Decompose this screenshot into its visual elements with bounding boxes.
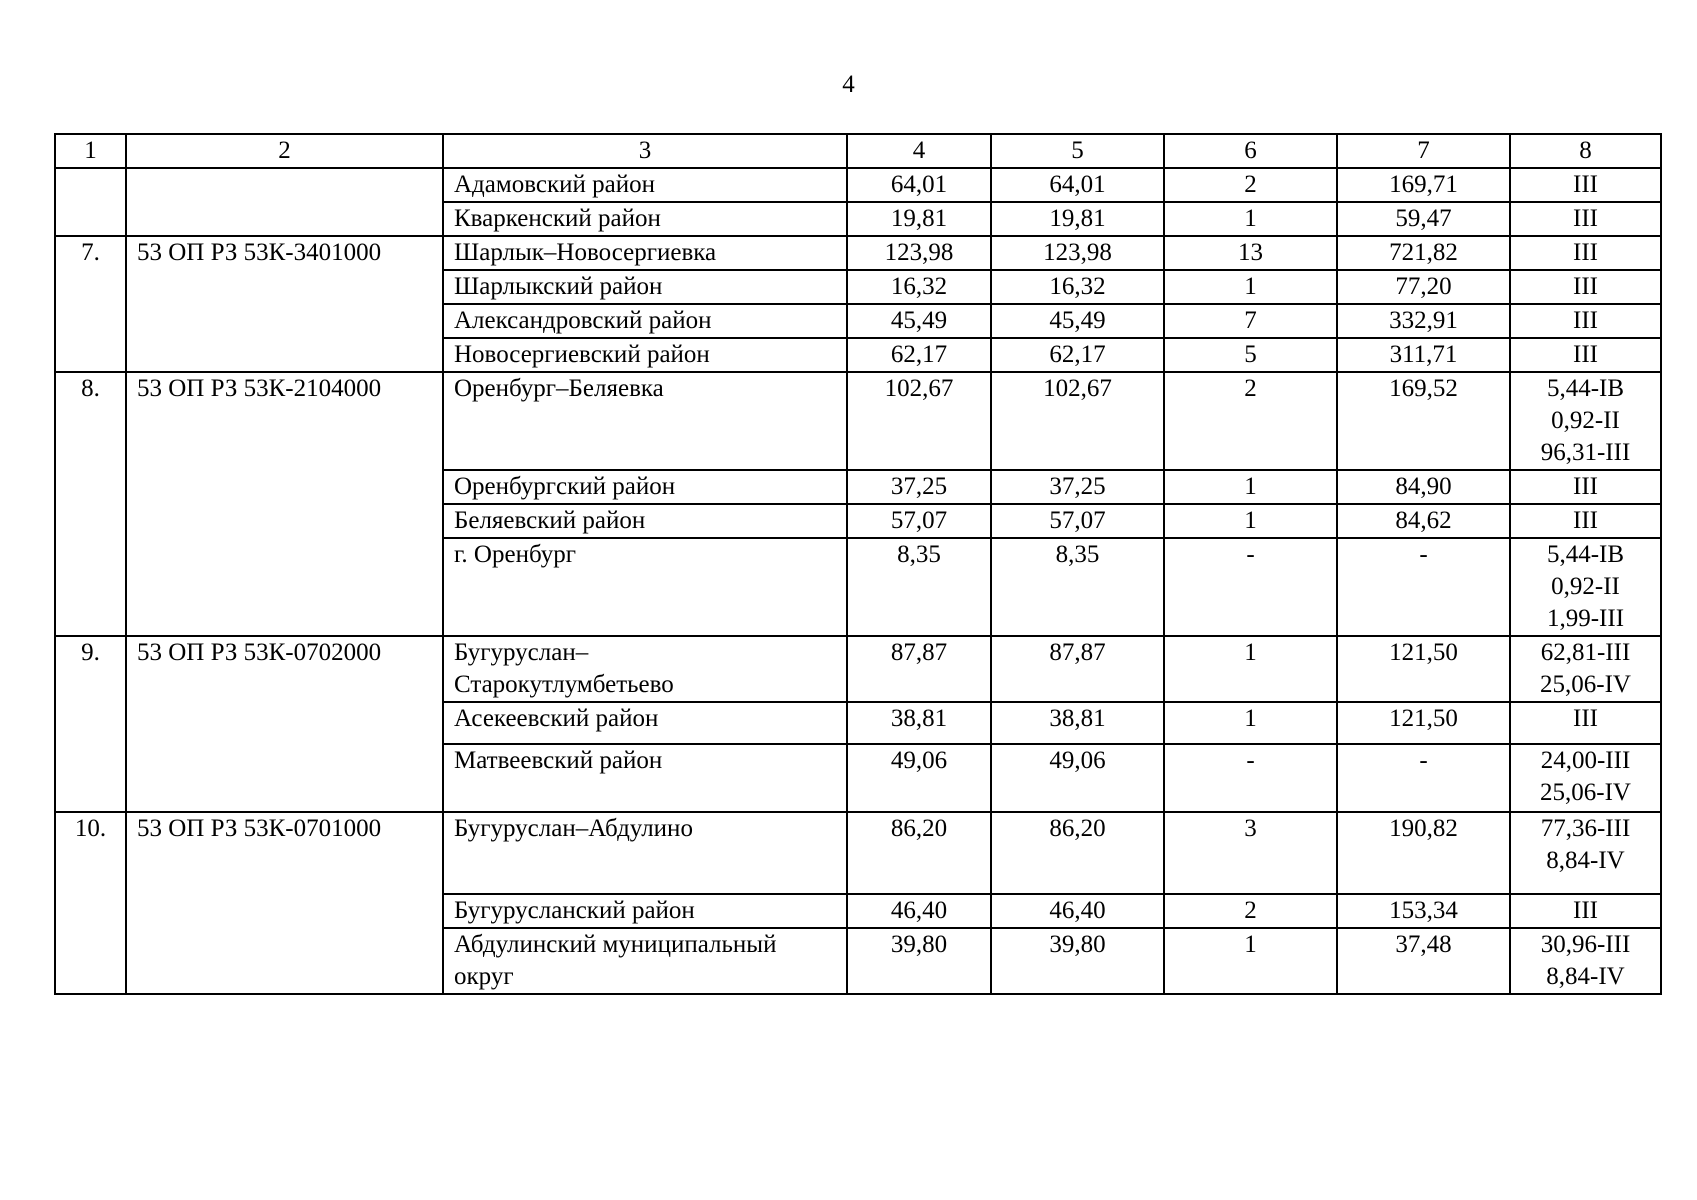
value-cell-5: 49,06: [991, 744, 1164, 812]
value-cell-7: 190,82: [1337, 812, 1510, 894]
value-cell-6: 5: [1164, 338, 1337, 372]
value-cell-5: 86,20: [991, 812, 1164, 894]
section-name-cell: Абдулинский муниципальный округ: [443, 928, 847, 994]
value-cell-4: 49,06: [847, 744, 991, 812]
section-name-cell: Асекеевский район: [443, 702, 847, 744]
table-row: [55, 372, 1661, 470]
category-cell: III: [1510, 236, 1661, 270]
value-cell-4: 64,01: [847, 168, 991, 202]
category-cell: III: [1510, 470, 1661, 504]
value-cell-4: 8,35: [847, 538, 991, 636]
value-cell-4: 37,25: [847, 470, 991, 504]
row-number-cell: 8.: [55, 372, 126, 636]
section-name-cell: г. Оренбург: [443, 538, 847, 636]
road-code-cell: 53 ОП РЗ 53К-2104000: [126, 372, 443, 636]
value-cell-5: 57,07: [991, 504, 1164, 538]
category-cell: 62,81-III 25,06-IV: [1510, 636, 1661, 702]
section-name-cell: Кваркенский район: [443, 202, 847, 236]
value-cell-6: -: [1164, 744, 1337, 812]
value-cell-6: 1: [1164, 470, 1337, 504]
header-cell: 5: [991, 134, 1164, 168]
value-cell-7: 37,48: [1337, 928, 1510, 994]
section-name-cell: Бугуруслан–Абдулино: [443, 812, 847, 894]
category-cell: III: [1510, 894, 1661, 928]
value-cell-6: 2: [1164, 372, 1337, 470]
value-cell-5: 123,98: [991, 236, 1164, 270]
header-cell: 3: [443, 134, 847, 168]
value-cell-5: 39,80: [991, 928, 1164, 994]
value-cell-4: 62,17: [847, 338, 991, 372]
road-code-cell: [126, 168, 443, 236]
value-cell-6: 7: [1164, 304, 1337, 338]
value-cell-4: 102,67: [847, 372, 991, 470]
value-cell-5: 45,49: [991, 304, 1164, 338]
value-cell-7: 721,82: [1337, 236, 1510, 270]
value-cell-6: 1: [1164, 504, 1337, 538]
value-cell-4: 86,20: [847, 812, 991, 894]
value-cell-5: 46,40: [991, 894, 1164, 928]
value-cell-7: -: [1337, 538, 1510, 636]
row-number-cell: 7.: [55, 236, 126, 372]
value-cell-4: 57,07: [847, 504, 991, 538]
row-number-cell: [55, 168, 126, 236]
value-cell-4: 19,81: [847, 202, 991, 236]
roads-table: [54, 133, 1662, 995]
section-name-cell: Матвеевский район: [443, 744, 847, 812]
value-cell-6: 2: [1164, 168, 1337, 202]
category-cell: III: [1510, 338, 1661, 372]
road-code-cell: 53 ОП РЗ 53К-3401000: [126, 236, 443, 372]
header-cell: 6: [1164, 134, 1337, 168]
value-cell-6: 1: [1164, 202, 1337, 236]
value-cell-5: 102,67: [991, 372, 1164, 470]
value-cell-4: 45,49: [847, 304, 991, 338]
category-cell: III: [1510, 304, 1661, 338]
header-cell: 8: [1510, 134, 1661, 168]
section-name-cell: Новосергиевский район: [443, 338, 847, 372]
category-cell: III: [1510, 702, 1661, 744]
category-cell: 24,00-III 25,06-IV: [1510, 744, 1661, 812]
table-row: [55, 168, 1661, 202]
value-cell-6: 13: [1164, 236, 1337, 270]
header-cell: 1: [55, 134, 126, 168]
value-cell-5: 8,35: [991, 538, 1164, 636]
value-cell-5: 64,01: [991, 168, 1164, 202]
value-cell-7: -: [1337, 744, 1510, 812]
section-name-cell: Александровский район: [443, 304, 847, 338]
section-name-cell: Бугурусланский район: [443, 894, 847, 928]
category-cell: III: [1510, 168, 1661, 202]
value-cell-6: 3: [1164, 812, 1337, 894]
value-cell-7: 84,90: [1337, 470, 1510, 504]
row-number-cell: 10.: [55, 812, 126, 994]
category-cell: 5,44-IB 0,92-II 1,99-III: [1510, 538, 1661, 636]
category-cell: III: [1510, 202, 1661, 236]
header-cell: 4: [847, 134, 991, 168]
value-cell-6: 2: [1164, 894, 1337, 928]
table-row: [55, 236, 1661, 270]
section-name-cell: Бугуруслан– Старокутлумбетьево: [443, 636, 847, 702]
value-cell-5: 38,81: [991, 702, 1164, 744]
page-number: 4: [842, 71, 855, 98]
value-cell-7: 311,71: [1337, 338, 1510, 372]
road-code-cell: 53 ОП РЗ 53К-0701000: [126, 812, 443, 994]
category-cell: III: [1510, 504, 1661, 538]
category-cell: 30,96-III 8,84-IV: [1510, 928, 1661, 994]
category-cell: 77,36-III 8,84-IV: [1510, 812, 1661, 894]
value-cell-7: 153,34: [1337, 894, 1510, 928]
value-cell-5: 87,87: [991, 636, 1164, 702]
value-cell-5: 19,81: [991, 202, 1164, 236]
header-row: [55, 134, 1661, 168]
table-row: [55, 636, 1661, 702]
section-name-cell: Оренбургский район: [443, 470, 847, 504]
value-cell-7: 121,50: [1337, 702, 1510, 744]
value-cell-7: 59,47: [1337, 202, 1510, 236]
value-cell-4: 87,87: [847, 636, 991, 702]
value-cell-4: 39,80: [847, 928, 991, 994]
header-cell: 7: [1337, 134, 1510, 168]
value-cell-5: 16,32: [991, 270, 1164, 304]
road-code-cell: 53 ОП РЗ 53К-0702000: [126, 636, 443, 812]
value-cell-7: 169,71: [1337, 168, 1510, 202]
section-name-cell: Оренбург–Беляевка: [443, 372, 847, 470]
section-name-cell: Беляевский район: [443, 504, 847, 538]
section-name-cell: Адамовский район: [443, 168, 847, 202]
value-cell-4: 123,98: [847, 236, 991, 270]
category-cell: III: [1510, 270, 1661, 304]
table-body: [55, 134, 1661, 994]
value-cell-4: 16,32: [847, 270, 991, 304]
value-cell-7: 121,50: [1337, 636, 1510, 702]
value-cell-6: 1: [1164, 928, 1337, 994]
value-cell-7: 332,91: [1337, 304, 1510, 338]
value-cell-5: 62,17: [991, 338, 1164, 372]
row-number-cell: 9.: [55, 636, 126, 812]
value-cell-6: -: [1164, 538, 1337, 636]
category-cell: 5,44-IB 0,92-II 96,31-III: [1510, 372, 1661, 470]
value-cell-6: 1: [1164, 702, 1337, 744]
section-name-cell: Шарлык–Новосергиевка: [443, 236, 847, 270]
value-cell-7: 169,52: [1337, 372, 1510, 470]
value-cell-5: 37,25: [991, 470, 1164, 504]
value-cell-6: 1: [1164, 636, 1337, 702]
value-cell-7: 84,62: [1337, 504, 1510, 538]
value-cell-7: 77,20: [1337, 270, 1510, 304]
value-cell-6: 1: [1164, 270, 1337, 304]
section-name-cell: Шарлыкский район: [443, 270, 847, 304]
table-row: [55, 812, 1661, 894]
value-cell-4: 46,40: [847, 894, 991, 928]
header-cell: 2: [126, 134, 443, 168]
value-cell-4: 38,81: [847, 702, 991, 744]
